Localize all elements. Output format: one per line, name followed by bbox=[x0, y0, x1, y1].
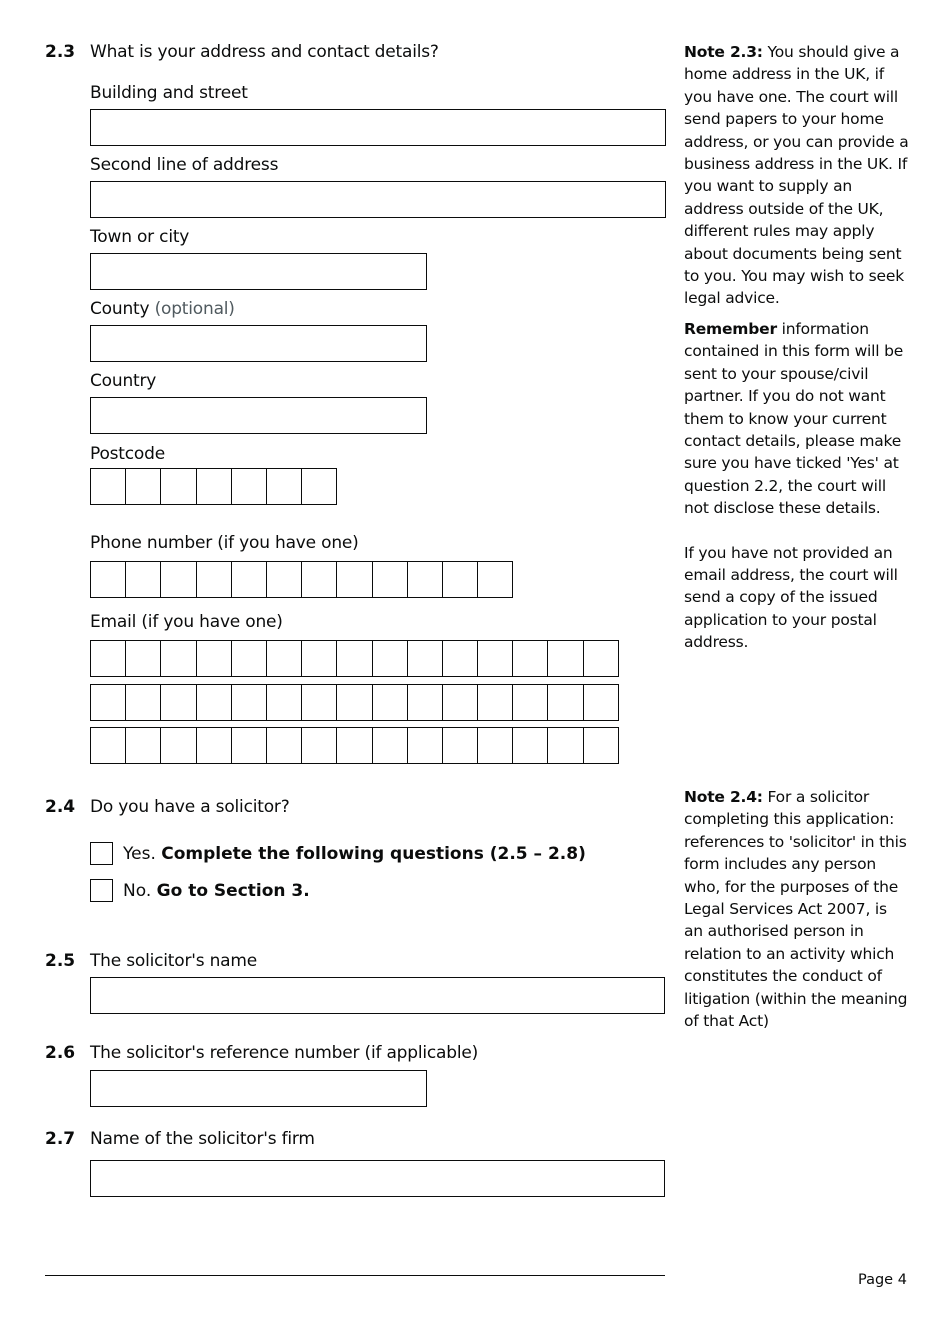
phone-cell[interactable] bbox=[90, 561, 126, 598]
town-input[interactable] bbox=[90, 253, 427, 290]
email-cell[interactable] bbox=[583, 684, 619, 721]
email-cell[interactable] bbox=[442, 684, 478, 721]
phone-cell[interactable] bbox=[336, 561, 372, 598]
county-input[interactable] bbox=[90, 325, 427, 362]
question-number: 2.7 bbox=[45, 1129, 76, 1149]
question-text: What is your address and contact details? bbox=[90, 42, 439, 62]
email-cell[interactable] bbox=[583, 727, 619, 764]
email-cell[interactable] bbox=[477, 640, 513, 677]
email-cell[interactable] bbox=[477, 684, 513, 721]
county-label bbox=[90, 299, 235, 319]
country-input[interactable] bbox=[90, 397, 427, 434]
note-2-4 bbox=[684, 786, 910, 1032]
email-cell[interactable] bbox=[125, 684, 161, 721]
postcode-label: Postcode bbox=[90, 444, 165, 464]
email-cell[interactable] bbox=[266, 727, 302, 764]
note-title: Note 2.3: bbox=[684, 43, 763, 61]
no-instruction: Go to Section 3. bbox=[156, 881, 310, 901]
email-cell[interactable] bbox=[90, 684, 126, 721]
note-2-3-text bbox=[684, 41, 910, 310]
phone-cell[interactable] bbox=[477, 561, 513, 598]
note-2-4-text bbox=[684, 786, 910, 1032]
postcode-cell[interactable] bbox=[196, 468, 232, 505]
phone-cell[interactable] bbox=[231, 561, 267, 598]
note-body: You should give a home address in the UK, if you have one. The court will send papers to your home address, or you can provide a business address in the UK. If you want to supply an address outside of the UK, different rules may apply about documents being sent to you. You may wish to seek legal advice. bbox=[684, 43, 909, 308]
no-label: No. bbox=[123, 881, 152, 901]
email-cell[interactable] bbox=[442, 727, 478, 764]
building-street-input[interactable] bbox=[90, 109, 666, 146]
question-text: The solicitor's reference number (if applicable) bbox=[90, 1043, 479, 1063]
second-line-input[interactable] bbox=[90, 181, 666, 218]
email-cell[interactable] bbox=[231, 727, 267, 764]
remember-text bbox=[684, 318, 910, 520]
postcode-cell[interactable] bbox=[125, 468, 161, 505]
email-cell[interactable] bbox=[512, 640, 548, 677]
email-cell[interactable] bbox=[196, 727, 232, 764]
email-cell[interactable] bbox=[160, 640, 196, 677]
email-cell[interactable] bbox=[407, 727, 443, 764]
yes-label: Yes. bbox=[123, 844, 156, 864]
question-number: 2.4 bbox=[45, 797, 76, 817]
question-number: 2.5 bbox=[45, 951, 76, 971]
optional-hint: (optional) bbox=[154, 299, 235, 319]
phone-cell[interactable] bbox=[160, 561, 196, 598]
postcode-cell[interactable] bbox=[90, 468, 126, 505]
email-cell[interactable] bbox=[407, 684, 443, 721]
email-cell[interactable] bbox=[372, 727, 408, 764]
email-note: If you have not provided an email address, the court will send a copy of the issued application to your postal address. bbox=[684, 543, 898, 652]
email-cell[interactable] bbox=[547, 727, 583, 764]
no-checkbox[interactable] bbox=[90, 879, 113, 902]
email-cell[interactable] bbox=[266, 684, 302, 721]
email-cell[interactable] bbox=[336, 727, 372, 764]
yes-instruction: Complete the following questions (2.5 – 2.8) bbox=[161, 844, 586, 864]
email-cell[interactable] bbox=[407, 640, 443, 677]
no-option-label bbox=[123, 881, 310, 901]
question-text: The solicitor's name bbox=[90, 951, 257, 971]
phone-cell[interactable] bbox=[372, 561, 408, 598]
postcode-input[interactable] bbox=[90, 468, 336, 505]
email-input-row[interactable] bbox=[90, 640, 618, 677]
email-cell[interactable] bbox=[160, 727, 196, 764]
email-cell[interactable] bbox=[196, 640, 232, 677]
email-input-row[interactable] bbox=[90, 684, 618, 721]
email-cell[interactable] bbox=[301, 640, 337, 677]
email-cell[interactable] bbox=[512, 684, 548, 721]
email-cell[interactable] bbox=[90, 727, 126, 764]
note-body: For a solicitor completing this application: references to 'solicitor' in this form includes any person who, for the purposes of the Legal Services Act 2007, is an authorised person in relation to an activity which constitutes the conduct of litigation (within the meaning of that Act) bbox=[684, 788, 908, 1031]
email-cell[interactable] bbox=[372, 684, 408, 721]
postcode-cell[interactable] bbox=[301, 468, 337, 505]
email-cell[interactable] bbox=[512, 727, 548, 764]
email-cell[interactable] bbox=[372, 640, 408, 677]
email-cell[interactable] bbox=[583, 640, 619, 677]
email-cell[interactable] bbox=[301, 727, 337, 764]
county-label-text: County bbox=[90, 299, 150, 319]
building-label: Building and street bbox=[90, 83, 248, 103]
email-cell[interactable] bbox=[196, 684, 232, 721]
email-cell[interactable] bbox=[231, 640, 267, 677]
phone-cell[interactable] bbox=[196, 561, 232, 598]
email-cell[interactable] bbox=[477, 727, 513, 764]
email-cell[interactable] bbox=[547, 684, 583, 721]
email-cell[interactable] bbox=[547, 640, 583, 677]
page-number: Page 4 bbox=[858, 1272, 907, 1288]
email-cell[interactable] bbox=[301, 684, 337, 721]
postcode-cell[interactable] bbox=[231, 468, 267, 505]
question-text: Do you have a solicitor? bbox=[90, 797, 290, 817]
remember-title: Remember bbox=[684, 319, 777, 338]
yes-checkbox[interactable] bbox=[90, 842, 113, 865]
email-cell[interactable] bbox=[90, 640, 126, 677]
email-cell[interactable] bbox=[336, 640, 372, 677]
note-title: Note 2.4: bbox=[684, 788, 763, 806]
country-label: Country bbox=[90, 371, 157, 391]
email-cell[interactable] bbox=[336, 684, 372, 721]
solicitor-reference-input[interactable] bbox=[90, 1070, 427, 1107]
phone-cell[interactable] bbox=[266, 561, 302, 598]
email-cell[interactable] bbox=[125, 727, 161, 764]
question-number: 2.6 bbox=[45, 1043, 76, 1063]
solicitor-firm-input[interactable] bbox=[90, 1160, 665, 1197]
postcode-cell[interactable] bbox=[160, 468, 196, 505]
solicitor-name-input[interactable] bbox=[90, 977, 665, 1014]
email-cell[interactable] bbox=[125, 640, 161, 677]
second-line-label: Second line of address bbox=[90, 155, 279, 175]
question-number: 2.3 bbox=[45, 42, 76, 62]
phone-cell[interactable] bbox=[442, 561, 478, 598]
phone-cell[interactable] bbox=[125, 561, 161, 598]
email-cell[interactable] bbox=[266, 640, 302, 677]
phone-cell[interactable] bbox=[301, 561, 337, 598]
town-label: Town or city bbox=[90, 227, 190, 247]
email-input-row[interactable] bbox=[90, 727, 618, 764]
email-cell[interactable] bbox=[160, 684, 196, 721]
phone-cell[interactable] bbox=[407, 561, 443, 598]
yes-option-label bbox=[123, 844, 586, 864]
remember-body: information contained in this form will be sent to your spouse/civil partner. If you do not want them to know your current contact details, please make sure you have ticked 'Yes' at question 2.2, the court will not disclose these details. bbox=[684, 319, 904, 518]
question-text: Name of the solicitor's firm bbox=[90, 1129, 315, 1149]
email-cell[interactable] bbox=[231, 684, 267, 721]
email-label: Email (if you have one) bbox=[90, 612, 283, 632]
phone-label: Phone number (if you have one) bbox=[90, 533, 359, 553]
note-2-3 bbox=[684, 41, 910, 654]
postcode-cell[interactable] bbox=[266, 468, 302, 505]
footer-divider bbox=[45, 1275, 665, 1276]
phone-input[interactable] bbox=[90, 561, 512, 598]
email-cell[interactable] bbox=[442, 640, 478, 677]
